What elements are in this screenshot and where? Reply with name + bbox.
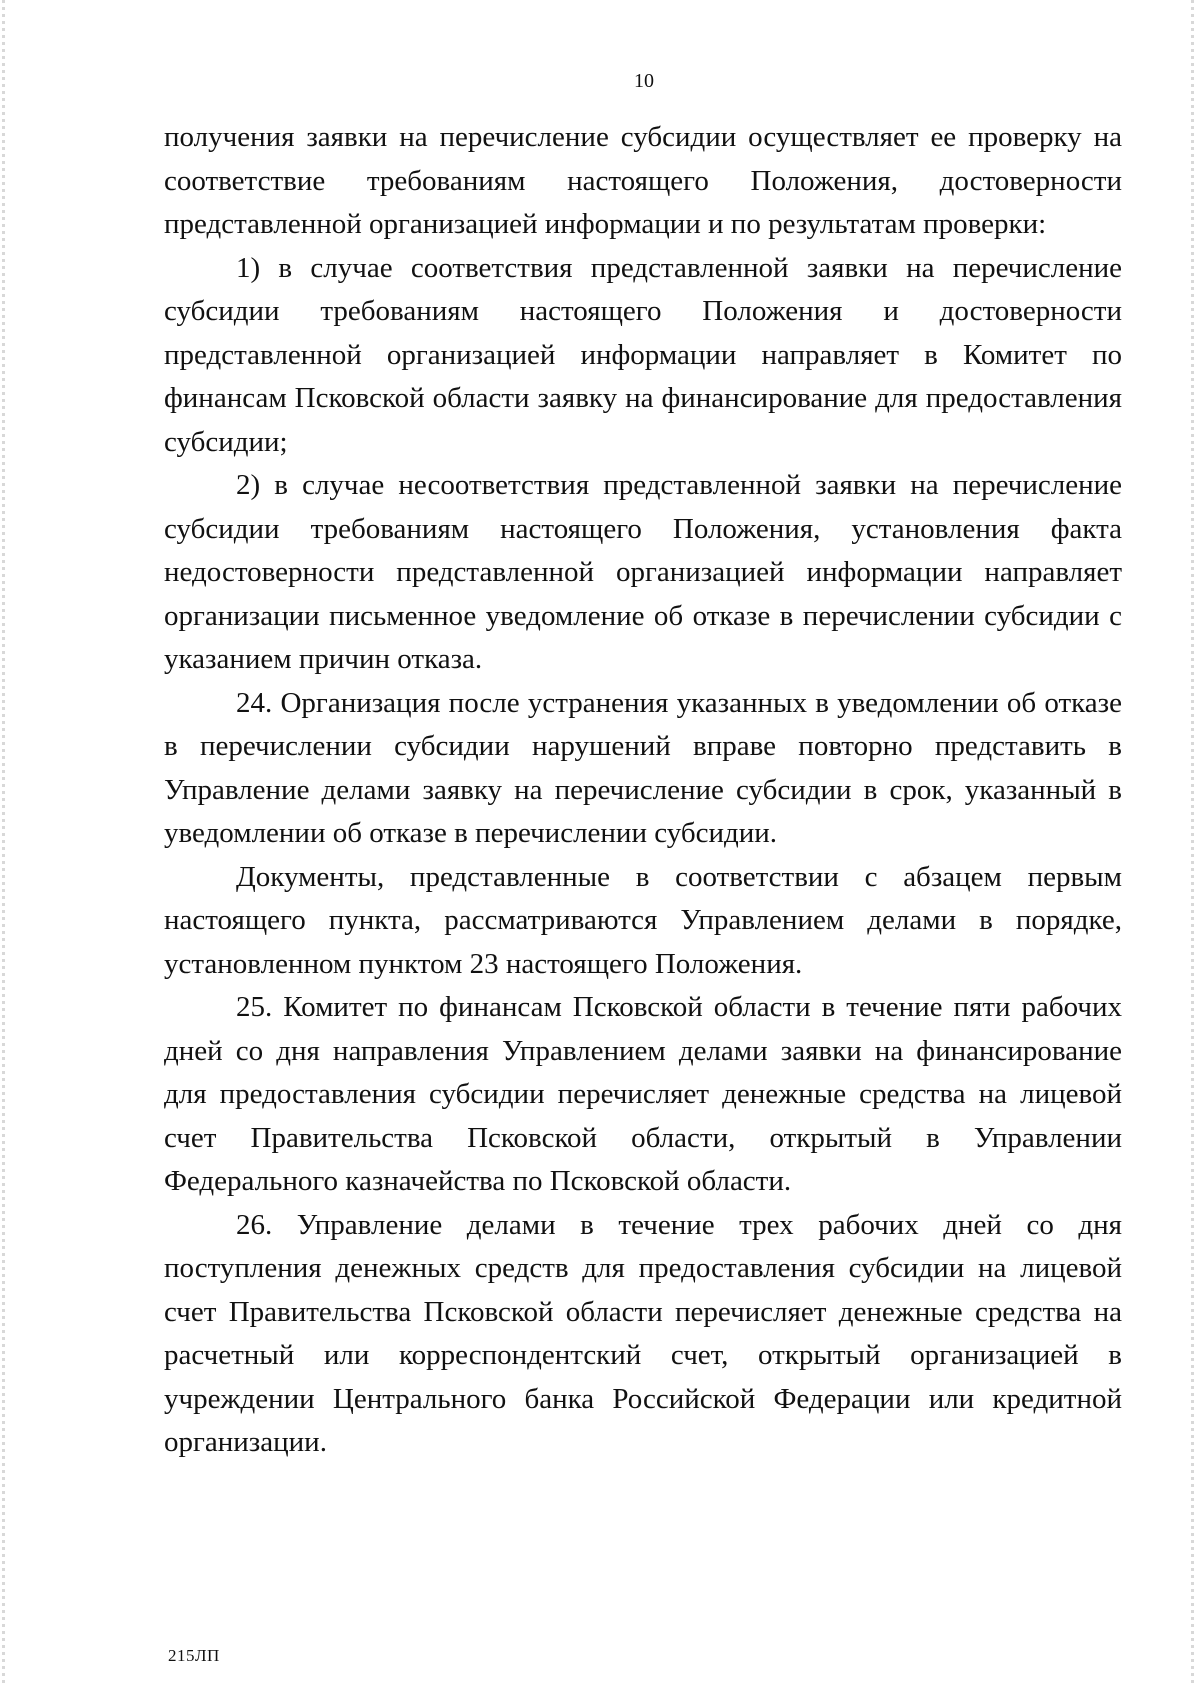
document-code: 215ЛП: [168, 1646, 220, 1665]
scan-edge-right: [1191, 0, 1194, 1686]
page-number: 10: [634, 70, 654, 92]
paragraph-continuation: получения заявки на перечисление субсидии осуществляет ее проверку на соответствие требованиям настоящего Положения, достоверности представленной организацией информации и по результатам проверки:: [164, 121, 1122, 240]
document-body: [164, 116, 1122, 1465]
scan-edge-left: [2, 0, 5, 1686]
paragraph-clause-24: 24. Организация после устранения указанных в уведомлении об отказе в перечислении субсидии нарушений вправе повторно представить в Управление делами заявку на перечисление субсидии в срок, указанный в уведомлении об отказе в перечислении субсидии.: [164, 686, 1122, 849]
paragraph-item-2: 2) в случае несоответствия представленной заявки на перечисление субсидии требованиям настоящего Положения, установления факта недостоверности представленной организацией информации направляет организации письменное уведомление об отказе в перечислении субсидии с указанием причин отказа.: [164, 469, 1122, 675]
paragraph-item-1: 1) в случае соответствия представленной заявки на перечисление субсидии требованиям настоящего Положения и достоверности представленной организацией информации направляет в Комитет по финансам Псковской области заявку на финансирование для предоставления субсидии;: [164, 251, 1122, 458]
paragraph-clause-25: 25. Комитет по финансам Псковской области в течение пяти рабочих дней со дня направления Управлением делами заявки на финансирование для предоставления субсидии перечисляет денежные средства на лицевой счет Правительства Псковской области, открытый в Управлении Федерального казначейства по Псковской области.: [164, 991, 1122, 1197]
paragraph-clause-24-documents: Документы, представленные в соответствии с абзацем первым настоящего пункта, рассматриваются Управлением делами в порядке, установленном пунктом 23 настоящего Положения.: [164, 860, 1122, 980]
paragraph-clause-26: 26. Управление делами в течение трех рабочих дней со дня поступления денежных средств для предоставления субсидии на лицевой счет Правительства Псковской области перечисляет денежные средства на расчетный или корреспондентский счет, открытый организацией в учреждении Центрального банка Российской Федерации или кредитной организации.: [164, 1208, 1122, 1458]
